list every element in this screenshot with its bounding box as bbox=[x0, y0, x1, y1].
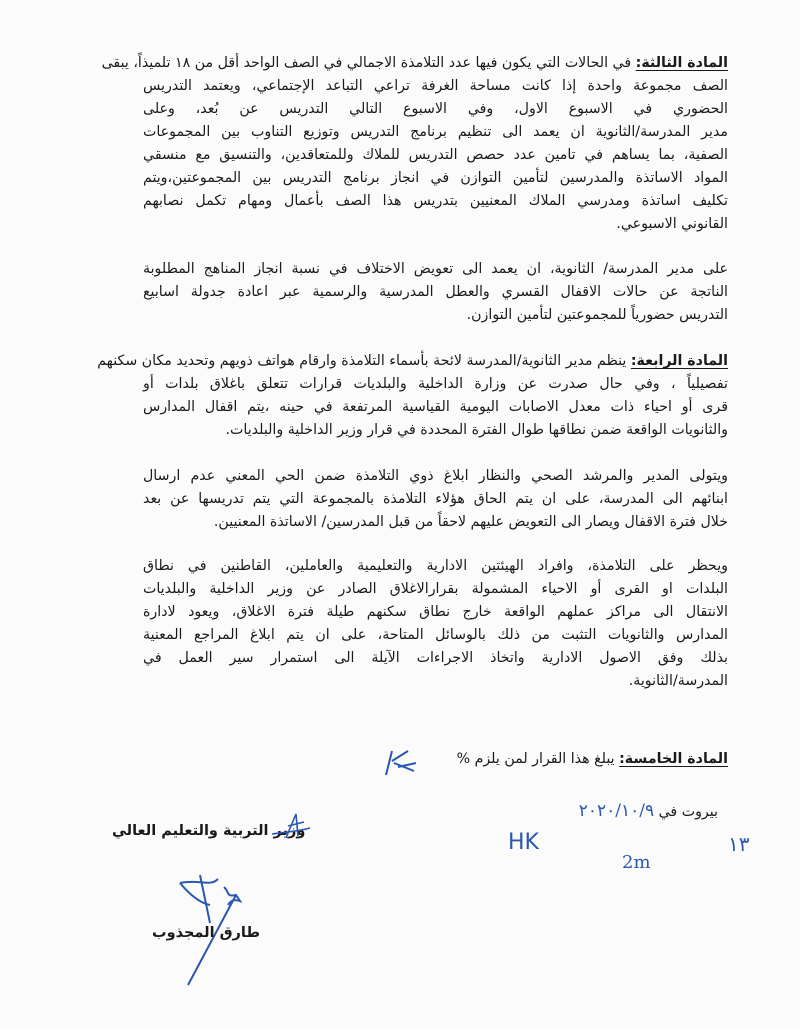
article-4-para2-line-2: ابنائهم الى المدرسة، على ان يتم الحاق هؤلاء التلامذة بالمجموعة التي يتم تدريسها عن بعد bbox=[143, 491, 728, 507]
article-4-para3-line-2: البلدات او القرى أو الاحياء المشمولة بقرارالاغلاق الصادر عن وزير الداخلية والبلديات bbox=[143, 581, 728, 597]
article-4-para3-line-1: ويحظر على التلامذة، وافراد الهيئتين الادارية والتعليمية والعاملين، القاطنين في نطاق bbox=[143, 558, 728, 574]
article-3-line-6: المواد الاساتذة والمدرسين لتأمين التوازن في انجاز برنامج التدريس بين المجموعتين،ويتم bbox=[143, 170, 728, 186]
place-date bbox=[579, 800, 718, 823]
article-4-first-line bbox=[97, 350, 728, 372]
article-4-para2-line-3: خلال فترة الاقفال ويصار الى التعويض عليهم لاحقاً من قبل المدرسين/ الاساتذة المعنيين. bbox=[213, 514, 728, 530]
article-4-line-1: ينظم مدير الثانوية/المدرسة لائحة بأسماء التلامذة وارقام هواتف ذويهم وتحديد مكان سكنهم bbox=[97, 353, 627, 369]
signatory-title: وزير التربية والتعليم العالي bbox=[112, 823, 306, 839]
signatory-name: طارق المجذوب bbox=[152, 925, 261, 941]
handwritten-mark-hk: HK bbox=[508, 830, 539, 855]
handwritten-mark-number: ١٣ bbox=[728, 832, 750, 856]
article-3-first-line bbox=[102, 52, 728, 74]
article-3-line-8: القانوني الاسبوعي. bbox=[616, 216, 728, 232]
minister-initials-icon bbox=[270, 812, 314, 842]
article-3-line-4: مدير المدرسة/الثانوية ان يعمد الى تنظيم برنامج التدريس وتوزيع التناوب بين المجموعات bbox=[143, 124, 728, 140]
article-3-para2-line-1: على مدير المدرسة/ الثانوية، ان يعمد الى تعويض الاختلاف في نسبة انجاز المناهج المطلوبة bbox=[143, 261, 728, 277]
article-4-line-4: والثانويات الواقعة ضمن نطاقها طوال الفترة المحددة في قرار وزير الداخلية والبلديات. bbox=[225, 422, 728, 438]
article-5-text: يبلغ هذا القرار لمن يلزم % bbox=[456, 751, 615, 767]
article-4-line-2: تفصيلياً ، وفي حال صدرت عن وزارة الداخلية والبلديات قرارات تتعلق باغلاق بلدات أو bbox=[143, 376, 728, 392]
article-4-line-3: قرى أو احياء ذات معدل الاصابات اليومية القياسية المرتفعة في حينه ،يتم اقفال المدارس bbox=[143, 399, 728, 415]
article-4-para3-line-4: المدارس والثانويات التثبت من ذلك بالوسائل المتاحة، على ان يتم ابلاغ المراجع المعنية bbox=[143, 627, 728, 643]
article-4-para3-line-5: بذلك وفق الاصول الادارية واتخاذ الاجراءات الآيلة الى استمرار سير العمل في bbox=[143, 650, 728, 666]
article-4-para3-line-3: الانتقال الى مراكز عملهم الواقعة خارج نطاق سكنهم طيلة فترة الاغلاق، ويعود لادارة bbox=[143, 604, 728, 620]
handwritten-date: ٢٠٢٠/١٠/٩ bbox=[578, 801, 655, 821]
handwritten-mark-2m: 2m bbox=[622, 852, 651, 873]
article-3-line-3: الحضوري في الاسبوع الاول، وفي الاسبوع التالي التدريس عن بُعد، وعلى bbox=[143, 101, 728, 117]
article-3-para2-line-3: التدريس حضورياً للمجموعتين لتأمين التوازن. bbox=[466, 307, 728, 323]
article-4-para3-line-6: المدرسة/الثانوية. bbox=[628, 673, 728, 689]
article-5-label: المادة الخامسة: bbox=[619, 751, 728, 767]
article-3-line-2: الصف مجموعة واحدة إذا كانت مساحة الغرفة تراعي التباعد الإجتماعي، ويعتمد التدريس bbox=[143, 78, 728, 94]
article-3-line-7: تكليف اساتذة ومدرسي الملاك المعنيين بتدريس هذا الصف بأعمال ومهام تكمل نصابهم bbox=[143, 193, 728, 209]
article-5-line bbox=[457, 748, 728, 770]
article-3-para2-line-2: الناتجة عن حالات الاقفال القسري والعطل المدرسية والرسمية عبر اعادة جدولة اسابيع bbox=[143, 284, 728, 300]
article-4-label: المادة الرابعة: bbox=[630, 353, 728, 369]
article-3-label: المادة الثالثة: bbox=[635, 55, 728, 71]
article-4-para2-line-1: ويتولى المدير والمرشد الصحي والنظار ابلاغ ذوي التلامذة ضمن الحي المعني عدم ارسال bbox=[143, 468, 728, 484]
article-3-line-1: في الحالات التي يكون فيها عدد التلامذة الاجمالي في الصف الواحد أقل من ١٨ تلميذاً، يبقى bbox=[101, 55, 632, 71]
article-3-line-5: الصفية، بما يساهم في تامين عدد حصص التدريس للملاك وللمتعاقدين، والتنسيق مع منسقي bbox=[143, 147, 728, 163]
place-label: بيروت في bbox=[658, 804, 718, 820]
initials-mark-article-5 bbox=[378, 745, 418, 779]
